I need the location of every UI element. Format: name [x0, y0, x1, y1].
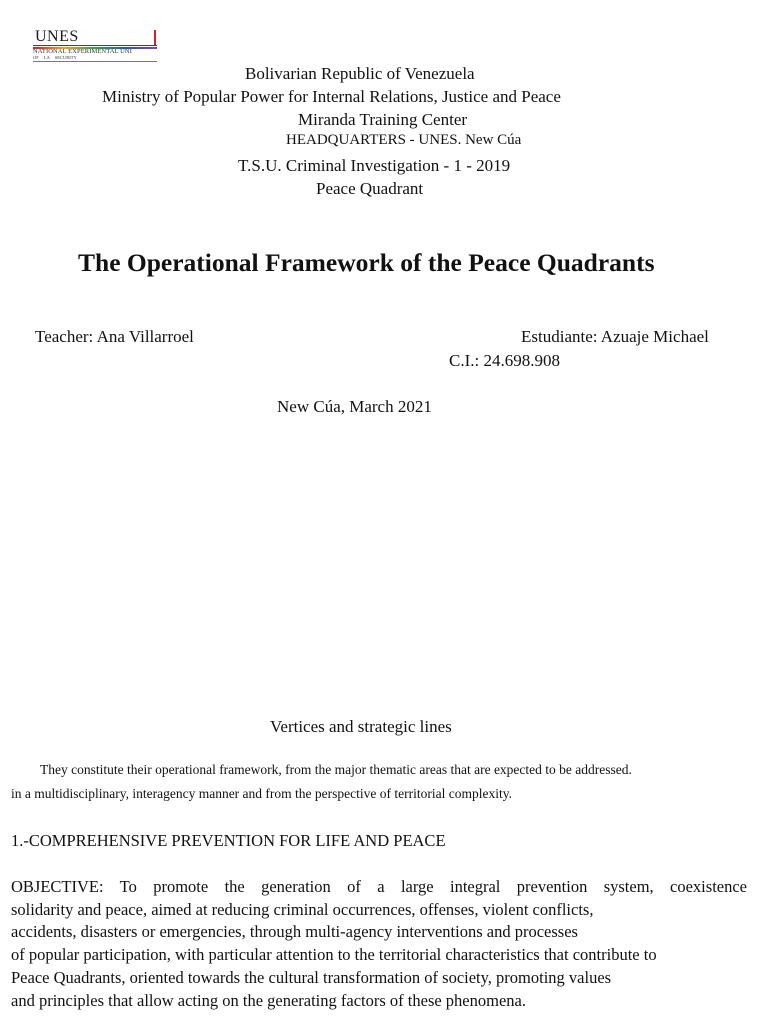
document-title: The Operational Framework of the Peace Quadrants: [78, 248, 655, 277]
logo-rule: [33, 45, 157, 46]
objective-line: solidarity and peace, aimed at reducing criminal occurrences, offenses, violent conflicts,: [11, 899, 594, 919]
objective-paragraph: [11, 876, 751, 1012]
objective-line: accidents, disasters or emergencies, through multi-agency interventions and processes: [11, 922, 578, 942]
logo-subtitle-line2: OF LA SECURITY: [33, 55, 77, 60]
header-country: Bolivarian Republic of Venezuela: [245, 64, 475, 83]
header-ministry: Ministry of Popular Power for Internal Relations, Justice and Peace: [102, 87, 561, 106]
student-name: Estudiante: Azuaje Michael: [521, 327, 709, 346]
student-id: C.I.: 24.698.908: [449, 351, 560, 370]
objective-line: and principles that allow acting on the generating factors of these phenomena.: [11, 990, 526, 1010]
header-headquarters: HEADQUARTERS - UNES. New Cúa: [286, 132, 522, 148]
header-subject: Peace Quadrant: [316, 179, 424, 198]
objective-line: OBJECTIVE: To promote the generation of a large integral prevention system, coexistence: [11, 877, 747, 896]
unes-logo: [33, 28, 159, 64]
header-center: Miranda Training Center: [298, 110, 468, 129]
logo-wordmark: UNES: [35, 28, 79, 45]
objective-line: Peace Quadrants, oriented towards the cultural transformation of society, promoting values: [11, 967, 612, 987]
teacher-name: Teacher: Ana Villarroel: [35, 327, 194, 346]
item1-heading: 1.-COMPREHENSIVE PREVENTION FOR LIFE AND PEACE: [11, 831, 446, 850]
place-date: New Cúa, March 2021: [277, 397, 432, 416]
section-heading: Vertices and strategic lines: [270, 717, 452, 736]
intro-paragraph-line1: They constitute their operational framework, from the major thematic areas that are expected to be addressed.: [40, 762, 632, 777]
logo-subtitle-line1: NATIONAL EXPERIMENTAL UNI: [33, 48, 132, 55]
intro-paragraph-line2: in a multidisciplinary, interagency manner and from the perspective of territorial complexity.: [11, 786, 512, 801]
logo-accent-bar: [154, 30, 156, 46]
logo-rule-bottom: [33, 61, 157, 62]
objective-line: of popular participation, with particular attention to the territorial characteristics that contribute to: [11, 945, 657, 965]
header-program: T.S.U. Criminal Investigation - 1 - 2019: [238, 156, 511, 175]
